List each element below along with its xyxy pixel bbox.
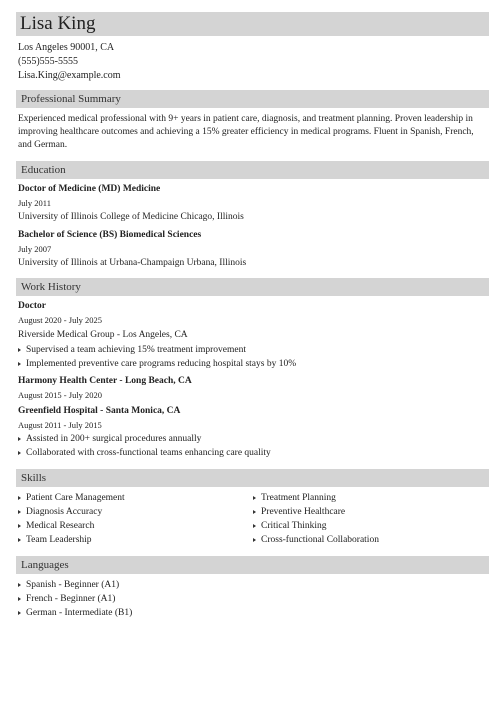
education-date: July 2011 xyxy=(18,198,51,208)
skills-section-title: Skills xyxy=(21,472,47,484)
education-degree: Bachelor of Science (BS) Biomedical Sciences xyxy=(18,230,202,240)
summary-section-header xyxy=(16,90,489,108)
language-item: Spanish - Beginner (A1) xyxy=(18,579,119,592)
skill-item: Treatment Planning xyxy=(253,492,336,505)
job-bullet: Collaborated with cross-functional teams enhancing care quality xyxy=(18,447,271,460)
education-date: July 2007 xyxy=(18,244,52,254)
education-section-title: Education xyxy=(21,164,66,176)
education-school: University of Illinois at Urbana-Champaign Urbana, Illinois xyxy=(18,258,247,268)
job-date: August 2011 - July 2015 xyxy=(18,420,102,430)
skill-item: Preventive Healthcare xyxy=(253,506,345,519)
job-date: August 2020 - July 2025 xyxy=(18,315,103,325)
skill-item: Team Leadership xyxy=(18,534,92,547)
job-title: Doctor xyxy=(18,301,46,311)
language-item: German - Intermediate (B1) xyxy=(18,607,132,620)
job-title: Harmony Health Center - Long Beach, CA xyxy=(18,376,192,386)
job-title: Greenfield Hospital - Santa Monica, CA xyxy=(18,406,181,416)
job-bullet: Supervised a team achieving 15% treatment improvement xyxy=(18,344,246,357)
skill-item: Cross-functional Collaboration xyxy=(253,534,379,547)
phone: (555)555-5555 xyxy=(18,56,78,67)
candidate-name: Lisa King xyxy=(20,13,96,34)
job-employer: Riverside Medical Group - Los Angeles, CA xyxy=(18,330,188,340)
skill-item: Patient Care Management xyxy=(18,492,125,505)
education-degree: Doctor of Medicine (MD) Medicine xyxy=(18,184,161,194)
summary-line-1: Experienced medical professional with 9+ years in patient care, diagnosis, and treatment planning. Proven leadership in xyxy=(18,114,473,124)
job-date: August 2015 - July 2020 xyxy=(18,390,103,400)
job-bullet: Assisted in 200+ surgical procedures annually xyxy=(18,433,201,446)
language-item: French - Beginner (A1) xyxy=(18,593,115,606)
summary-line-2: improving healthcare outcomes and achieving a 15% greater efficiency in medical programs. Fluent in Spanish, French, xyxy=(18,127,474,137)
work-section-title: Work History xyxy=(21,281,81,293)
job-bullet: Implemented preventive care programs reducing hospital stays by 10% xyxy=(18,358,296,371)
languages-section-header xyxy=(16,556,489,574)
education-school: University of Illinois College of Medicine Chicago, Illinois xyxy=(18,212,244,222)
work-section-header xyxy=(16,278,489,296)
skill-item: Critical Thinking xyxy=(253,520,327,533)
name-bar xyxy=(16,12,489,36)
summary-line-3: and German. xyxy=(18,140,68,150)
languages-section-title: Languages xyxy=(21,559,69,571)
skills-section-header xyxy=(16,469,489,487)
email: Lisa.King@example.com xyxy=(18,70,121,81)
address: Los Angeles 90001, CA xyxy=(18,42,115,53)
skill-item: Diagnosis Accuracy xyxy=(18,506,102,519)
summary-section-title: Professional Summary xyxy=(21,93,121,105)
education-section-header xyxy=(16,161,489,179)
skill-item: Medical Research xyxy=(18,520,94,533)
